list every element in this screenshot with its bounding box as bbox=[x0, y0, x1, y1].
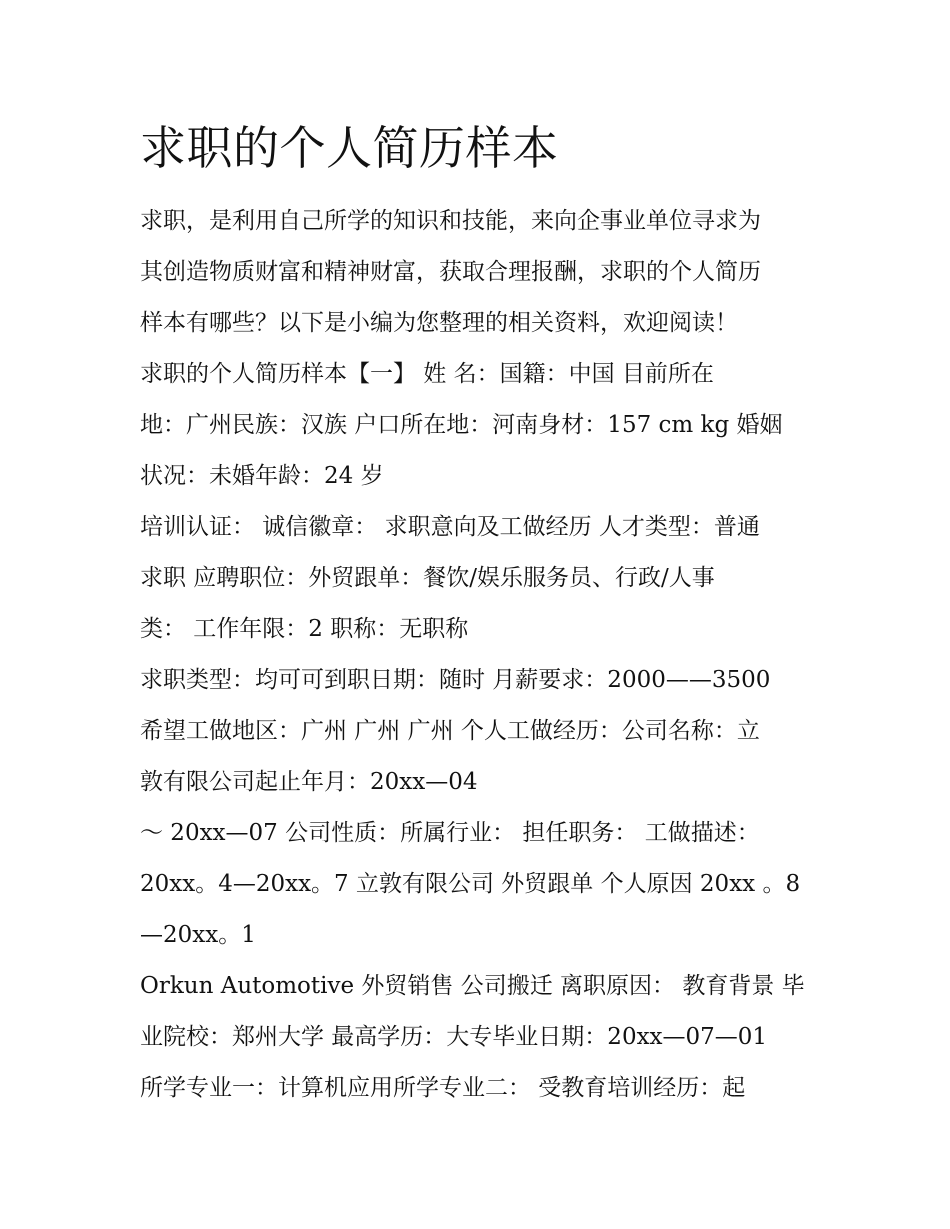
body-line: 求职，是利用自己所学的知识和技能，来向企事业单位寻求为 bbox=[140, 208, 761, 234]
body-line: 希望工做地区：广州 广州 广州 个人工做经历：公司名称：立 bbox=[140, 718, 760, 744]
body-line: 业院校：郑州大学 最高学历：大专毕业日期：20xx—07—01 bbox=[140, 1024, 768, 1050]
body-line: 求职类型：均可可到职日期：随时 月薪要求：2000——3500 bbox=[140, 667, 771, 693]
body-line: 求职 应聘职位：外贸跟单：餐饮/娱乐服务员、行政/人事 bbox=[140, 565, 715, 591]
body-line: 培训认证： 诚信徽章： 求职意向及工做经历 人才类型：普通 bbox=[140, 514, 760, 540]
body-line: 敦有限公司起止年月：20xx—04 bbox=[140, 769, 478, 795]
body-line: —20xx。1 bbox=[140, 922, 256, 948]
body-line: 所学专业一：计算机应用所学专业二： 受教育培训经历：起 bbox=[140, 1075, 746, 1101]
body-line: Orkun Automotive 外贸销售 公司搬迁 离职原因： 教育背景 毕 bbox=[140, 973, 805, 999]
body-line: ～ 20xx—07 公司性质：所属行业： 担任职务： 工做描述： bbox=[140, 820, 760, 846]
body-line: 样本有哪些？以下是小编为您整理的相关资料，欢迎阅读！ bbox=[140, 310, 738, 336]
body-line: 其创造物质财富和精神财富，获取合理报酬，求职的个人简历 bbox=[140, 259, 761, 285]
body-line: 地：广州民族：汉族 户口所在地：河南身材：157 cm kg 婚姻 bbox=[140, 412, 783, 438]
body-line: 20xx。4—20xx。7 立敦有限公司 外贸跟单 个人原因 20xx 。8 bbox=[140, 871, 801, 897]
body-line: 求职的个人简历样本【一】 姓 名：国籍：中国 目前所在 bbox=[140, 361, 714, 387]
body-line: 类： 工作年限：2 职称：无职称 bbox=[140, 616, 469, 642]
body-line: 状况：未婚年龄：24 岁 bbox=[140, 463, 384, 489]
document-title: 求职的个人简历样本 bbox=[140, 121, 559, 175]
